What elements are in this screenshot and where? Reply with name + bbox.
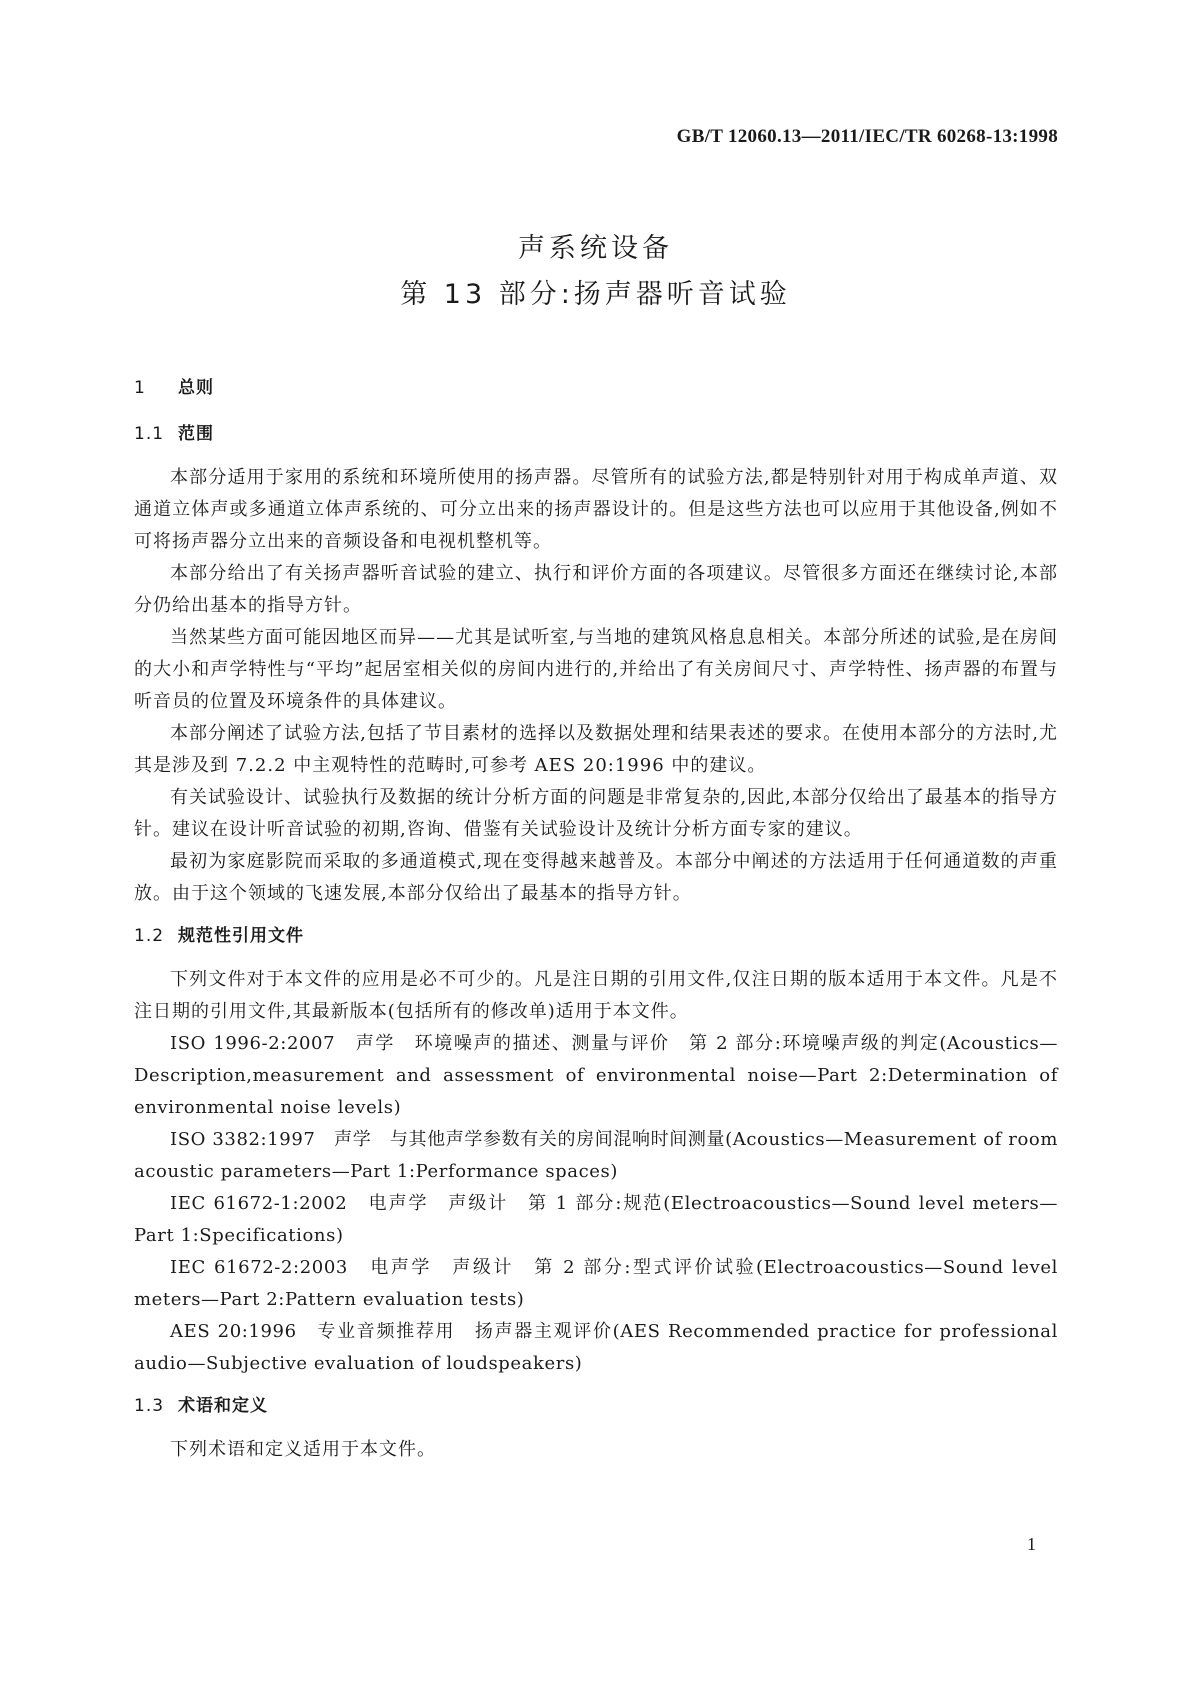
reference-item: IEC 61672-2:2003 电声学 声级计 第 2 部分:型式评价试验(Electroacoustics—Sound level meters—Part 2:Pattern evaluation tests) [134,1257,1058,1310]
paragraph: 下列术语和定义适用于本文件。 [170,1439,436,1460]
section-heading-1-2 [134,920,1058,952]
section-title: 术语和定义 [178,1396,268,1416]
standard-code: GB/T 12060.13—2011/IEC/TR 60268-13:1998 [676,126,1058,147]
section-number: 1.3 [134,1396,165,1416]
page-number: 1 [1027,1534,1036,1554]
section-number: 1 [134,378,146,398]
paragraph: 有关试验设计、试验执行及数据的统计分析方面的问题是非常复杂的,因此,本部分仅给出了最基本的指导方针。建议在设计听音试验的初期,咨询、借鉴有关试验设计及统计分析方面专家的建议。 [134,787,1058,840]
section-title: 总则 [178,378,214,398]
section-number: 1.1 [134,424,165,444]
paragraph: 本部分阐述了试验方法,包括了节目素材的选择以及数据处理和结果表述的要求。在使用本部分的方法时,尤其是涉及到 7.2.2 中主观特性的范畴时,可参考 AES 20:1996 中的建议。 [134,723,1058,776]
reference-item: ISO 3382:1997 声学 与其他声学参数有关的房间混响时间测量(Acoustics—Measurement of room acoustic parameters—Part 1:Performance spaces) [134,1129,1058,1182]
reference-item: IEC 61672-1:2002 电声学 声级计 第 1 部分:规范(Electroacoustics—Sound level meters—Part 1:Specifications) [134,1193,1058,1246]
section-number: 1.2 [134,926,165,946]
section-heading-1-3 [134,1390,1058,1422]
document-title: 声系统设备 [518,233,673,264]
section-heading-1 [134,372,1058,404]
document-subtitle: 第 13 部分:扬声器听音试验 [400,279,791,310]
paragraph: 当然某些方面可能因地区而异——尤其是试听室,与当地的建筑风格息息相关。本部分所述的试验,是在房间的大小和声学特性与“平均”起居室相关似的房间内进行的,并给出了有关房间尺寸、声学特性、扬声器的布置与听音员的位置及环境条件的具体建议。 [134,627,1058,712]
document-body [134,372,1058,1466]
paragraph: 本部分给出了有关扬声器听音试验的建立、执行和评价方面的各项建议。尽管很多方面还在继续讨论,本部分仍给出基本的指导方针。 [134,563,1058,616]
paragraph: 最初为家庭影院而采取的多通道模式,现在变得越来越普及。本部分中阐述的方法适用于任何通道数的声重放。由于这个领域的飞速发展,本部分仅给出了最基本的指导方针。 [134,851,1058,904]
paragraph: 下列文件对于本文件的应用是必不可少的。凡是注日期的引用文件,仅注日期的版本适用于本文件。凡是不注日期的引用文件,其最新版本(包括所有的修改单)适用于本文件。 [134,969,1058,1022]
section-title: 范围 [178,424,214,444]
paragraph: 本部分适用于家用的系统和环境所使用的扬声器。尽管所有的试验方法,都是特别针对用于构成单声道、双通道立体声或多通道立体声系统的、可分立出来的扬声器设计的。但是这些方法也可以应用于其他设备,例如不可将扬声器分立出来的音频设备和电视机整机等。 [134,467,1058,552]
section-heading-1-1 [134,418,1058,450]
section-title: 规范性引用文件 [178,926,304,946]
reference-item: AES 20:1996 专业音频推荐用 扬声器主观评价(AES Recommended practice for professional audio—Subjective evaluation of loudspeakers) [134,1321,1058,1374]
reference-item: ISO 1996-2:2007 声学 环境噪声的描述、测量与评价 第 2 部分:环境噪声级的判定(Acoustics—Description,measurement and assessment of environmental noise—Part 2:Determination of environmental noise levels) [134,1033,1058,1118]
